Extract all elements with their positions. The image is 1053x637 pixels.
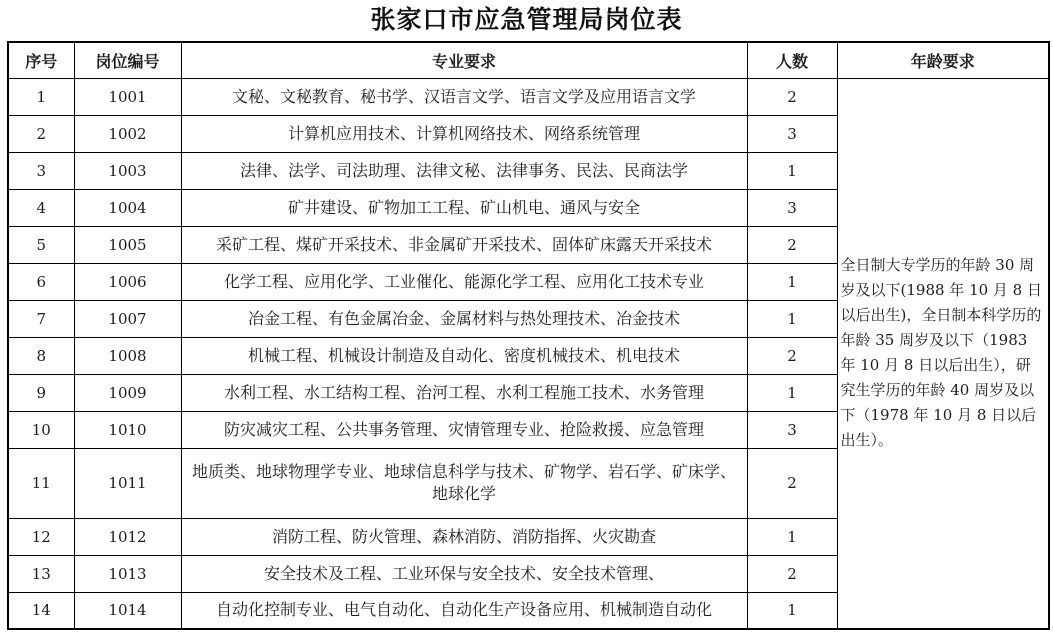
cell-count: 1 (747, 300, 837, 337)
cell-major: 采矿工程、煤矿开采技术、非金属矿开采技术、固体矿床露天开采技术 (181, 226, 747, 263)
cell-code: 1012 (74, 518, 181, 555)
cell-major: 水利工程、水工结构工程、治河工程、水利工程施工技术、水务管理 (181, 374, 747, 411)
cell-code: 1002 (74, 115, 181, 152)
table-row (8, 78, 1049, 115)
cell-count: 2 (747, 78, 837, 115)
cell-major: 地质类、地球物理学专业、地球信息科学与技术、矿物学、岩石学、矿床学、地球化学 (181, 448, 747, 518)
cell-count: 3 (747, 115, 837, 152)
cell-code: 1008 (74, 337, 181, 374)
cell-no: 6 (8, 263, 74, 300)
cell-count: 3 (747, 189, 837, 226)
cell-count: 2 (747, 226, 837, 263)
cell-major: 文秘、文秘教育、秘书学、汉语言文学、语言文学及应用语言文学 (181, 78, 747, 115)
cell-no: 12 (8, 518, 74, 555)
header-row (8, 42, 1049, 78)
cell-code: 1009 (74, 374, 181, 411)
cell-major: 安全技术及工程、工业环保与安全技术、安全技术管理、 (181, 555, 747, 592)
cell-major: 矿井建设、矿物加工工程、矿山机电、通风与安全 (181, 189, 747, 226)
cell-code: 1004 (74, 189, 181, 226)
cell-no: 8 (8, 337, 74, 374)
cell-code: 1006 (74, 263, 181, 300)
cell-count: 2 (747, 555, 837, 592)
cell-no: 11 (8, 448, 74, 518)
cell-code: 1011 (74, 448, 181, 518)
cell-major: 自动化控制专业、电气自动化、自动化生产设备应用、机械制造自动化 (181, 592, 747, 629)
cell-no: 9 (8, 374, 74, 411)
col-header-code: 岗位编号 (74, 42, 181, 78)
cell-code: 1010 (74, 411, 181, 448)
cell-no: 2 (8, 115, 74, 152)
cell-major: 防灾减灾工程、公共事务管理、灾情管理专业、抢险救援、应急管理 (181, 411, 747, 448)
position-table (7, 41, 1050, 630)
cell-count: 3 (747, 411, 837, 448)
cell-code: 1014 (74, 592, 181, 629)
cell-count: 1 (747, 152, 837, 189)
cell-no: 3 (8, 152, 74, 189)
cell-no: 10 (8, 411, 74, 448)
cell-no: 13 (8, 555, 74, 592)
cell-code: 1007 (74, 300, 181, 337)
cell-no: 1 (8, 78, 74, 115)
cell-code: 1003 (74, 152, 181, 189)
cell-major: 化学工程、应用化学、工业催化、能源化学工程、应用化工技术专业 (181, 263, 747, 300)
cell-no: 4 (8, 189, 74, 226)
cell-major: 机械工程、机械设计制造及自动化、密度机械技术、机电技术 (181, 337, 747, 374)
cell-code: 1001 (74, 78, 181, 115)
col-header-age: 年龄要求 (837, 42, 1049, 78)
cell-count: 1 (747, 374, 837, 411)
cell-count: 2 (747, 337, 837, 374)
age-requirement-cell: 全日制大专学历的年龄 30 周岁及以下(1988 年 10 月 8 日以后出生)，全日制本科学历的年龄 35 周岁及以下（1983 年 10 月 8 日以后出生），研究生学历的年龄 40 周岁及以下（1978 年 10 月 8 日以后出生）。 (837, 78, 1049, 629)
cell-no: 14 (8, 592, 74, 629)
cell-major: 冶金工程、有色金属冶金、金属材料与热处理技术、冶金技术 (181, 300, 747, 337)
cell-major: 法律、法学、司法助理、法律文秘、法律事务、民法、民商法学 (181, 152, 747, 189)
cell-count: 1 (747, 592, 837, 629)
col-header-count: 人数 (747, 42, 837, 78)
cell-count: 2 (747, 448, 837, 518)
page-title: 张家口市应急管理局岗位表 (370, 5, 683, 34)
cell-count: 1 (747, 518, 837, 555)
cell-major: 计算机应用技术、计算机网络技术、网络系统管理 (181, 115, 747, 152)
cell-no: 7 (8, 300, 74, 337)
cell-major: 消防工程、防火管理、森林消防、消防指挥、火灾勘查 (181, 518, 747, 555)
cell-code: 1013 (74, 555, 181, 592)
col-header-no: 序号 (8, 42, 74, 78)
cell-no: 5 (8, 226, 74, 263)
col-header-major: 专业要求 (181, 42, 747, 78)
cell-code: 1005 (74, 226, 181, 263)
cell-count: 1 (747, 263, 837, 300)
